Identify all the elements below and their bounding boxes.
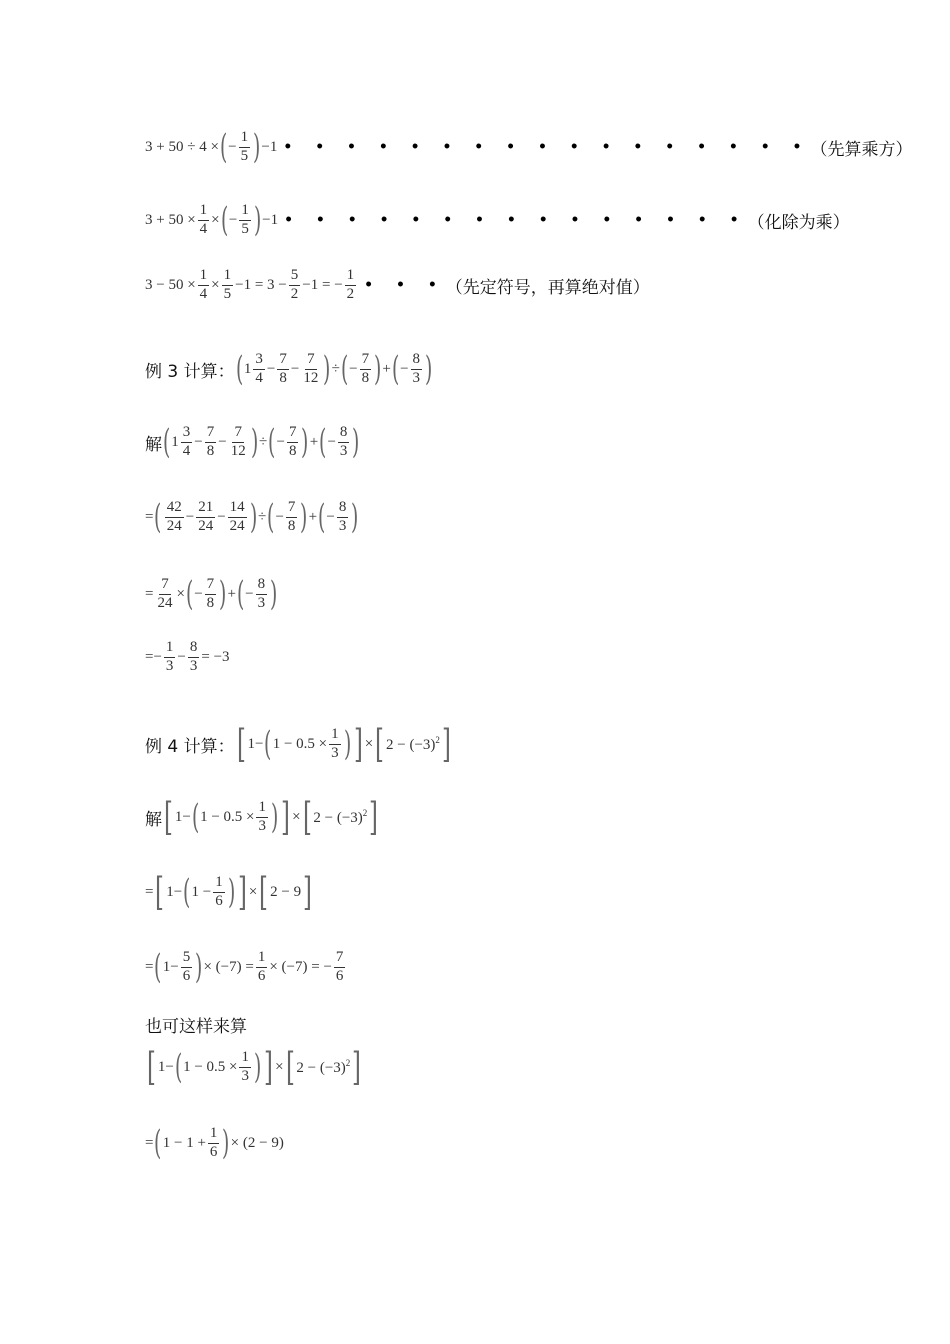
leader-dots: • • • [364,277,446,294]
leader-dots: • • • • • • • • • • • • • • • • • [283,139,811,156]
step-line-3: 3 − 50 × $\frac{1}{4}$ × $\frac{1}{5}$ −1 = 3 − $\frac{5}{2}$ −1 = − $\frac{1}{2}$ • • • （先定符号，再算绝对值） [145,267,650,302]
step-line-2: 3 + 50 × $\frac{1}{4}$ × ( − $\frac{1}{5}$ ) −1 • • • • • • • • • • • • • • • （化除为乘） [145,200,850,241]
example-3-solution: 解 ( 1 $\frac{3}{4}$ − $\frac{7}{8}$ − $\frac{7}{12}$ ) ÷ ( − $\frac{7}{8}$ ) + ( − $\frac{8}{3}$ ) [145,422,360,463]
step-note: （先定符号，再算绝对值） [445,277,650,298]
alternative-heading [145,1012,247,1037]
example-3-step-1: = ( $\frac{42}{24}$ − $\frac{21}{24}$ − $\frac{14}{24}$ ) ÷ ( − $\frac{7}{8}$ ) + ( − $\frac{8}{3}$ ) [145,497,359,538]
example-3-step-2: = $\frac{7}{24}$ × ( − $\frac{7}{8}$ ) + ( − $\frac{8}{3}$ ) [145,574,278,615]
alternative-expression: [ 1− ( 1 − 0.5 × $\frac{1}{3}$ ) ] × [ $2 - (-3)^2$ ] [146,1045,362,1089]
step-note: （化除为乘） [747,212,850,233]
example-label: 例 3 计算： [145,361,235,382]
step-line-1: 3 + 50 ÷ 4 × ( − $\frac{1}{5}$ ) −1 • • • • • • • • • • • • • • • • • （先算乘方） [145,127,913,168]
example-4-title: 例 4 计算： [ 1− ( 1 − 0.5 × $\frac{1}{3}$ ) ] × [ $2 - (-3)^2$ ] [145,722,451,766]
example-4-step-1: = [ 1− ( 1 − $\frac{1}{6}$ ) ] × [ 2 − 9 ] [145,870,312,914]
example-3-step-3: =− $\frac{1}{3}$ − $\frac{8}{3}$ = −3 [145,639,230,674]
example-4-step-2: = ( 1− $\frac{5}{6}$ ) × (−7) = $\frac{1}{6}$ × (−7) = − $\frac{7}{6}$ [145,947,344,988]
alt-label: 也可这样来算 [145,1017,247,1037]
solution-label: 解 [145,809,162,830]
leader-dots: • • • • • • • • • • • • • • • [284,212,748,229]
step-note: （先算乘方） [810,139,913,160]
example-3-title: 例 3 计算： ( 1 $\frac{3}{4}$ − $\frac{7}{8}$ − $\frac{7}{12}$ ) ÷ ( − $\frac{7}{8}$ ) + ( − $\frac{8}{3}$ ) [145,349,433,390]
alternative-step-1: = ( 1 − 1 + $\frac{1}{6}$ ) × (2 − 9) [145,1123,284,1164]
example-4-solution: 解 [ 1− ( 1 − 0.5 × $\frac{1}{3}$ ) ] × [ $2 - (-3)^2$ ] [145,795,379,839]
solution-label: 解 [145,434,162,455]
example-label: 例 4 计算： [145,736,235,757]
